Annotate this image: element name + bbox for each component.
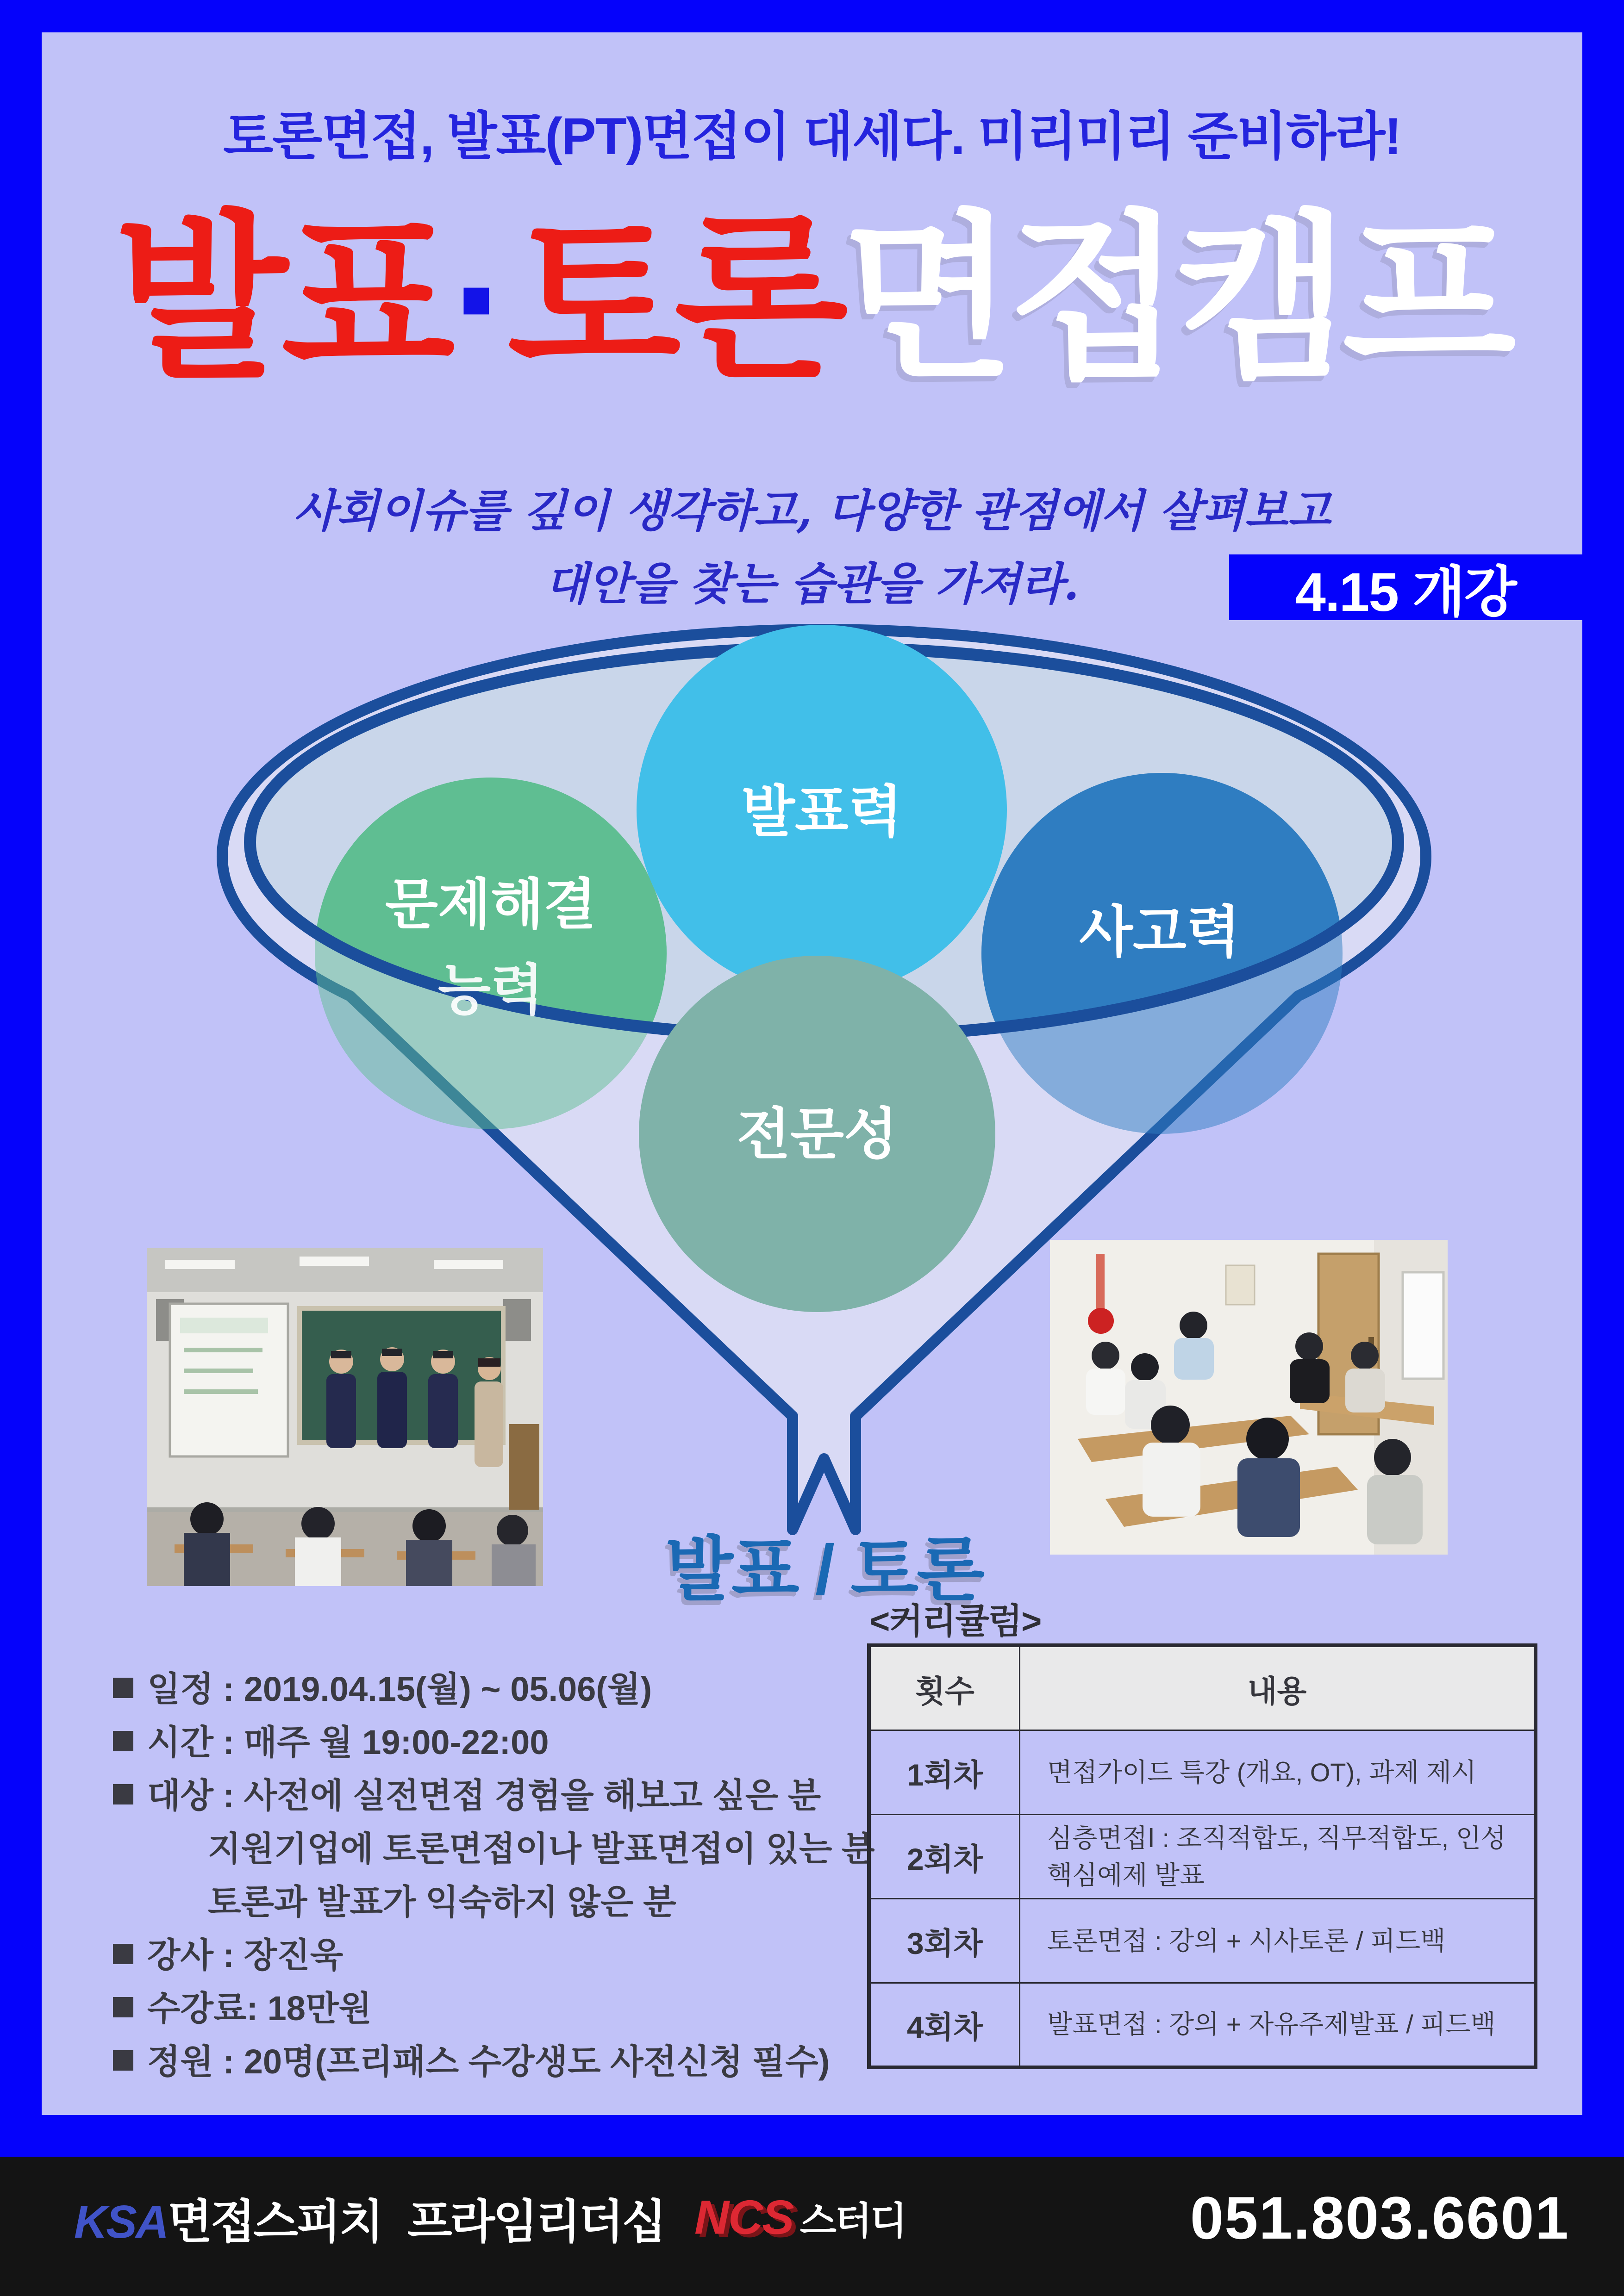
info-line-capacity (113, 2035, 872, 2088)
title-middle-dot: · (451, 199, 505, 399)
subtitle-line-2: 대안을 찾는 습관을 가져라. (545, 558, 1079, 610)
ksa-logo-text: KSA (74, 2196, 168, 2248)
curriculum-header-content: 내용 (1020, 1645, 1536, 1730)
bullet-square-icon (113, 1731, 133, 1751)
bullet-square-icon (113, 1944, 133, 1964)
bullet-square-icon (113, 1997, 133, 2017)
photo-discussion-class (1050, 1240, 1448, 1555)
info-text-capacity: 정원 : 20명(프리패스 수강생도 사전신청 필수) (147, 2042, 830, 2081)
ncs-logo-suffix: 스터디 (800, 2200, 906, 2242)
subtitle-line-1: 사회이슈를 깊이 생각하고, 다양한 관점에서 살펴보고 (293, 485, 1331, 537)
table-row (869, 1983, 1536, 2067)
curriculum-row2-content: 심층면접Ⅰ : 조직적합도, 직무적합도, 인성 핵심예제 발표 (1020, 1815, 1536, 1899)
phone-number: 051.803.6601 (1190, 2184, 1569, 2252)
ncs-logo-text: NCS (694, 2190, 793, 2245)
info-text-target: 대상 : 사전에 실전면접 경험을 해보고 싶은 분 (147, 1776, 821, 1815)
ksa-logo-suffix: 면접스피치 (168, 2196, 382, 2248)
bullet-square-icon (113, 1784, 133, 1804)
main-title-white: 면접캠프 (841, 199, 1510, 399)
table-row (869, 1899, 1536, 1983)
footer-bar (0, 2157, 1624, 2296)
header-slogan: 토론면접, 발표(PT)면접이 대세다. 미리미리 준비하라! (223, 107, 1401, 165)
info-line-target-3 (113, 1875, 872, 1929)
curriculum-label: <커리큘럼> (869, 1602, 1041, 1641)
photo-discussion-illustration (1050, 1240, 1448, 1555)
curriculum-row3-count: 3회차 (869, 1899, 1020, 1983)
info-line-target-2 (113, 1822, 875, 1875)
info-text-time: 시간 : 매주 월 19:00-22:00 (147, 1723, 549, 1761)
photo-presentation-illustration (147, 1248, 543, 1586)
circle-label-expertise: 전문성 (737, 1103, 898, 1165)
funnel-caption: 발표 / 토론 (665, 1531, 983, 1609)
table-row (869, 1730, 1536, 1815)
logo-prime-leadership: 프라임리더십 (407, 2196, 665, 2248)
curriculum-header-row (869, 1645, 1536, 1730)
curriculum-row3-content: 토론면접 : 강의 + 시사토론 / 피드백 (1020, 1899, 1536, 1983)
curriculum-row2-count: 2회차 (869, 1815, 1020, 1899)
info-line-time (113, 1716, 872, 1769)
main-title-red: 발표 (114, 199, 449, 399)
info-line-fee (113, 1982, 872, 2035)
info-text-target-3: 토론과 발표가 익숙하지 않은 분 (208, 1883, 676, 1921)
bullet-square-icon (113, 2050, 133, 2071)
circle-label-presentation: 발표력 (741, 781, 902, 843)
info-line-target (113, 1769, 872, 1822)
curriculum-header-count: 횟수 (869, 1645, 1020, 1730)
main-title (42, 199, 1582, 400)
info-text-fee: 수강료: 18만원 (147, 1989, 372, 2028)
info-text-target-2: 지원기업에 토론면접이나 발표면접이 있는 분 (208, 1829, 875, 1868)
curriculum-row4-content: 발표면접 : 강의 + 자유주제발표 / 피드백 (1020, 1983, 1536, 2067)
logo-ksa-speech (74, 2184, 382, 2251)
curriculum-table (867, 1643, 1537, 2069)
bullet-square-icon (113, 1678, 133, 1698)
table-row (869, 1815, 1536, 1899)
info-text-instructor: 강사 : 장진욱 (147, 1936, 344, 1974)
start-date-badge: 4.15 개강 (1229, 554, 1582, 620)
circle-label-problem-solving-2: 능력 (438, 960, 543, 1021)
curriculum-row1-count: 1회차 (869, 1730, 1020, 1815)
circle-label-thinking: 사고력 (1079, 901, 1240, 963)
logo-ncs-study (694, 2190, 906, 2246)
curriculum-row1-content: 면접가이드 특강 (개요, OT), 과제 제시 (1020, 1730, 1536, 1815)
main-title-red2: 토론 (507, 199, 842, 399)
photo-presentation-class (147, 1248, 543, 1586)
info-text-schedule: 일정 : 2019.04.15(월) ~ 05.06(월) (147, 1670, 652, 1708)
info-line-schedule (113, 1662, 872, 1716)
poster-content-area (42, 32, 1582, 2115)
course-info-list (113, 1662, 875, 2088)
info-line-instructor (113, 1929, 872, 1982)
circle-label-problem-solving-1: 문제해결 (385, 874, 596, 935)
curriculum-row4-count: 4회차 (869, 1983, 1020, 2067)
